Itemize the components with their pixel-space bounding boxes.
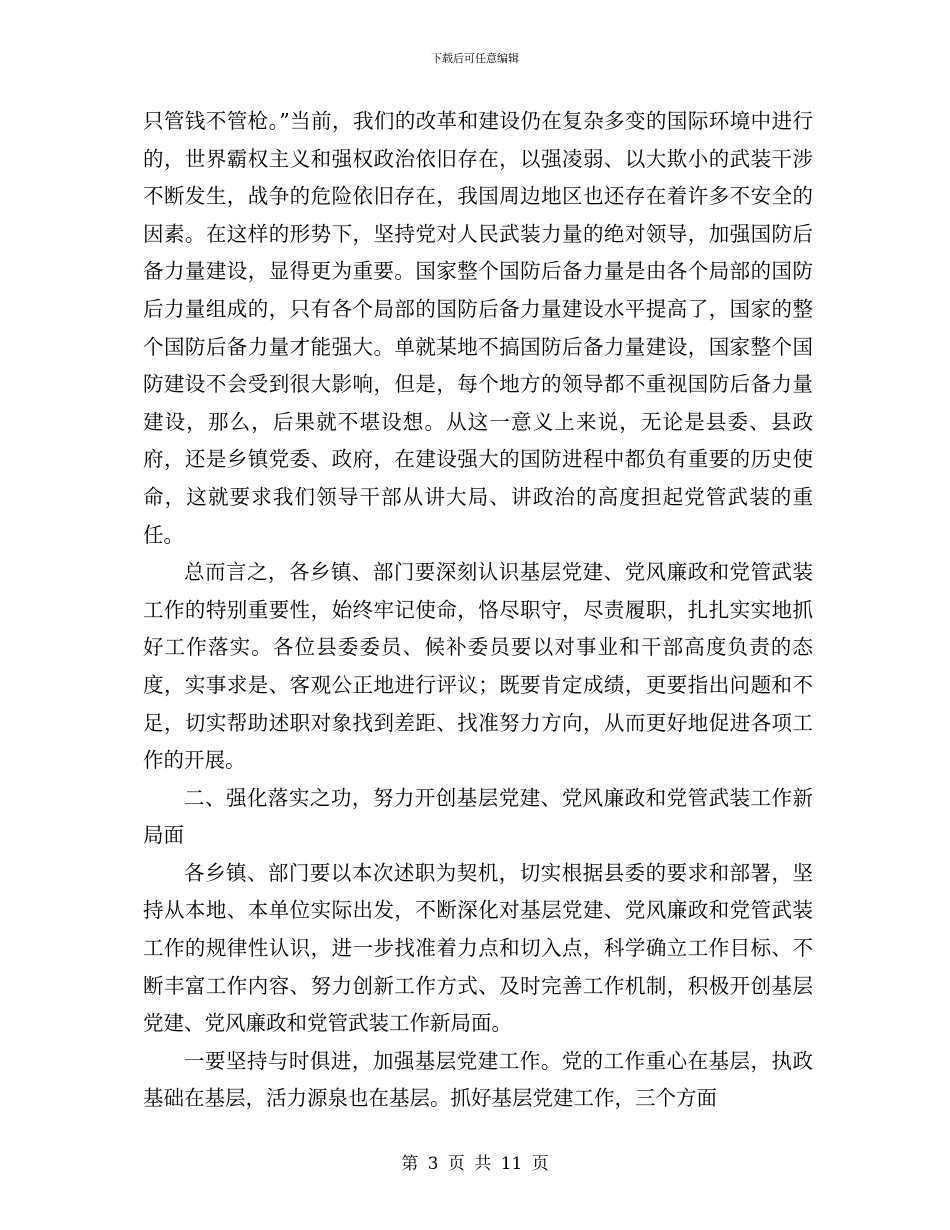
paragraph-2: 总而言之，各乡镇、部门要深刻认识基层党建、党风廉政和党管武装工作的特别重要性，始终牢记使命，恪尽职守，尽责履职，扎扎实实地抓好工作落实。各位县委委员、候补委员要以对事业和干部高度负责的态度，实事求是、客观公正地进行评议；既要肯定成绩，更要指出问题和不足，切实帮助述职对象找到差距、找准努力方向，从而更好地促进各项工作的开展。 (143, 560, 813, 773)
paragraph-3: 各乡镇、部门要以本次述职为契机，切实根据县委的要求和部署，坚持从本地、本单位实际出发，不断深化对基层党建、党风廉政和党管武装工作的规律性认识，进一步找准着力点和切入点，科学确立工作目标、不断丰富工作内容、努力创新工作方式、及时完善工作机制，积极开创基层党建、党风廉政和党管武装工作新局面。 (143, 860, 813, 1036)
section-heading: 二、强化落实之功，努力开创基层党建、党风廉政和党管武装工作新局面 (143, 785, 813, 848)
paragraph-1: 只管钱不管枪。”当前，我们的改革和建设仍在复杂多变的国际环境中进行的，世界霸权主义和强权政治依旧存在，以强凌弱、以大欺小的武装干涉不断发生，战争的危险依旧存在，我国周边地区也还存在着许多不安全的因素。在这样的形势下，坚持党对人民武装力量的绝对领导，加强国防后备力量建设，显得更为重要。国家整个国防后备力量是由各个局部的国防后力量组成的，只有各个局部的国防后备力量建设水平提高了，国家的整个国防后备力量才能强大。单就某地不搞国防后备力量建设，国家整个国防建设不会受到很大影响，但是，每个地方的领导都不重视国防后备力量建设，那么，后果就不堪设想。从这一意义上来说，无论是县委、县政府，还是乡镇党委、政府，在建设强大的国防进程中都负有重要的历史使命，这就要求我们领导干部从讲大局、讲政治的高度担起党管武装的重任。 (143, 109, 813, 547)
page-header: 下载后可任意编辑 (431, 52, 519, 65)
paragraph-4: 一要坚持与时俱进，加强基层党建工作。党的工作重心在基层，执政基础在基层，活力源泉也在基层。抓好基层党建工作，三个方面 (143, 1048, 813, 1111)
document-body (143, 103, 813, 1118)
page-footer: 第 3 页 共 11 页 (401, 1154, 549, 1174)
